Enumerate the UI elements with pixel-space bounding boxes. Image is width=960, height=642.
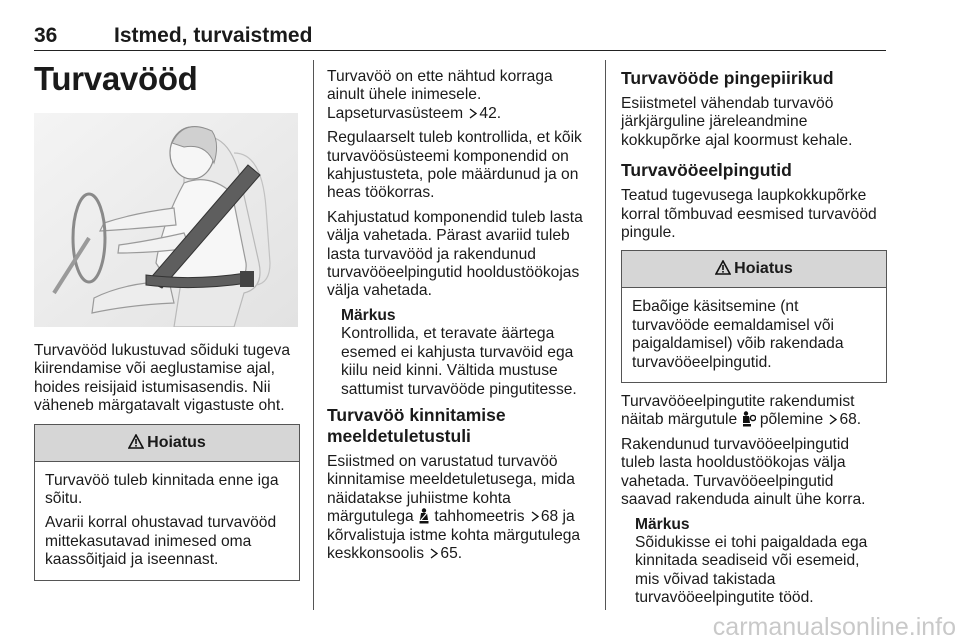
paragraph: Turvavööeelpingutite rakendumist näitab märgutule põlemine 68.: [621, 393, 862, 429]
page-reference-arrow-icon: [531, 511, 539, 522]
chapter-title: Istmed, turvaistmed: [114, 24, 313, 47]
warning-triangle-icon: [128, 434, 144, 449]
warning-box: [34, 424, 300, 581]
column-2: [327, 68, 593, 569]
paragraph: Regulaarselt tuleb kontrollida, et kõik turvavöösüsteemi komponendid on kahjustusteta, pole määrdunud ja on heas töökorras.: [327, 129, 582, 202]
seatbelt-driver-illustration: [34, 113, 298, 327]
buckle: [240, 271, 254, 287]
note-text: Kontrollida, et teravate äärtega esemed ei kahjusta turvavöid ega kiilu neid kinni. Vältida mustuse sattumist turvavööde pingutitesse.: [341, 325, 577, 398]
paragraph: Turvavöö on ette nähtud korraga ainult ühele inimesele. Lapseturvasüsteem 42.: [327, 68, 553, 122]
page-reference-arrow-icon: [430, 548, 438, 559]
watermark: carmanualsonline.info: [712, 613, 956, 641]
column-divider: [313, 60, 314, 610]
intro-paragraph: Turvavööd lukustuvad sõiduki tugeva kiirendamise või aeglustamise ajal, hoides reisijaid istumisasendis. Nii väheneb märgatavalt vigastuste oht.: [34, 342, 291, 415]
column-3: [621, 68, 887, 614]
warning-triangle-icon: [715, 260, 731, 275]
page-reference-arrow-icon: [469, 108, 477, 119]
paragraph: Rakendunud turvavööeelpingutid tuleb lasta hooldustöökojas välja vahetada. Turvavööeelpingutid saavad rakenduda ainult ühe korra.: [621, 435, 866, 509]
note-title: Märkus: [341, 306, 396, 324]
page-number: 36: [34, 24, 58, 47]
warning-heading: Hoiatus: [35, 425, 299, 462]
warning-heading: Hoiatus: [622, 251, 886, 288]
paragraph: Teatud tugevusega laupkokkupõrke korral tõmbuvad eesmised turvavööd pingule.: [621, 187, 877, 242]
page-reference[interactable]: 65.: [440, 544, 463, 562]
section-heading: Turvavööde pingepiirikud: [621, 68, 834, 88]
paragraph: Esiistmed on varustatud turvavöö kinnitamise meeldetuletusega, mida näidatakse juhiistme kohta märgutulega tahhomeetris 68 ja kõrvalistuja istme kohta märgutulega keskkonsoolis 65.: [327, 452, 581, 562]
note-box: [327, 307, 593, 399]
seatbelt-reminder-icon: [418, 508, 430, 524]
page-title: Turvavööd: [34, 60, 198, 97]
paragraph: Esiistmetel vähendab turvavöö järkjärguline järeleandmine kokkupõrke ajal koormust kehale.: [621, 95, 853, 149]
warning-text: Avarii korral ohustavad turvavööd mittekasutavad inimesed oma kaassõitjaid ja iseennast.: [45, 514, 277, 569]
column-divider: [605, 60, 606, 610]
column-1: [34, 342, 300, 591]
section-heading: Turvavööeelpingutid: [621, 160, 792, 181]
paragraph: Kahjustatud komponendid tuleb lasta välja vahetada. Pärast avariid tuleb lasta turvavööd ja rakendunud turvavööeelpingutid hooldustöökojas välja vahetada.: [327, 208, 583, 300]
warning-box: [621, 250, 887, 383]
page-reference[interactable]: 68.: [839, 411, 862, 429]
page-reference-arrow-icon: [829, 414, 837, 425]
page-reference[interactable]: 42.: [479, 104, 502, 122]
airbag-pretensioner-icon: [742, 411, 756, 427]
note-text: Sõidukisse ei tohi paigaldada ega kinnitada seadiseid või esemeid, mis võivad takistada turvavööeelpingutite tööd.: [635, 533, 868, 607]
section-heading: Turvavöö kinnitamise meeldetuletustuli: [327, 404, 506, 446]
note-title: Märkus: [635, 515, 690, 533]
warning-text: Ebaõige käsitsemine (nt turvavööde eemaldamisel või paigaldamisel) võib rakendada turvavööeelpingutid.: [632, 298, 844, 371]
note-box: [621, 516, 887, 608]
page-reference[interactable]: 68: [540, 508, 559, 526]
warning-text: Turvavöö tuleb kinnitada enne iga sõitu.: [45, 471, 279, 508]
header-rule: [34, 50, 886, 51]
